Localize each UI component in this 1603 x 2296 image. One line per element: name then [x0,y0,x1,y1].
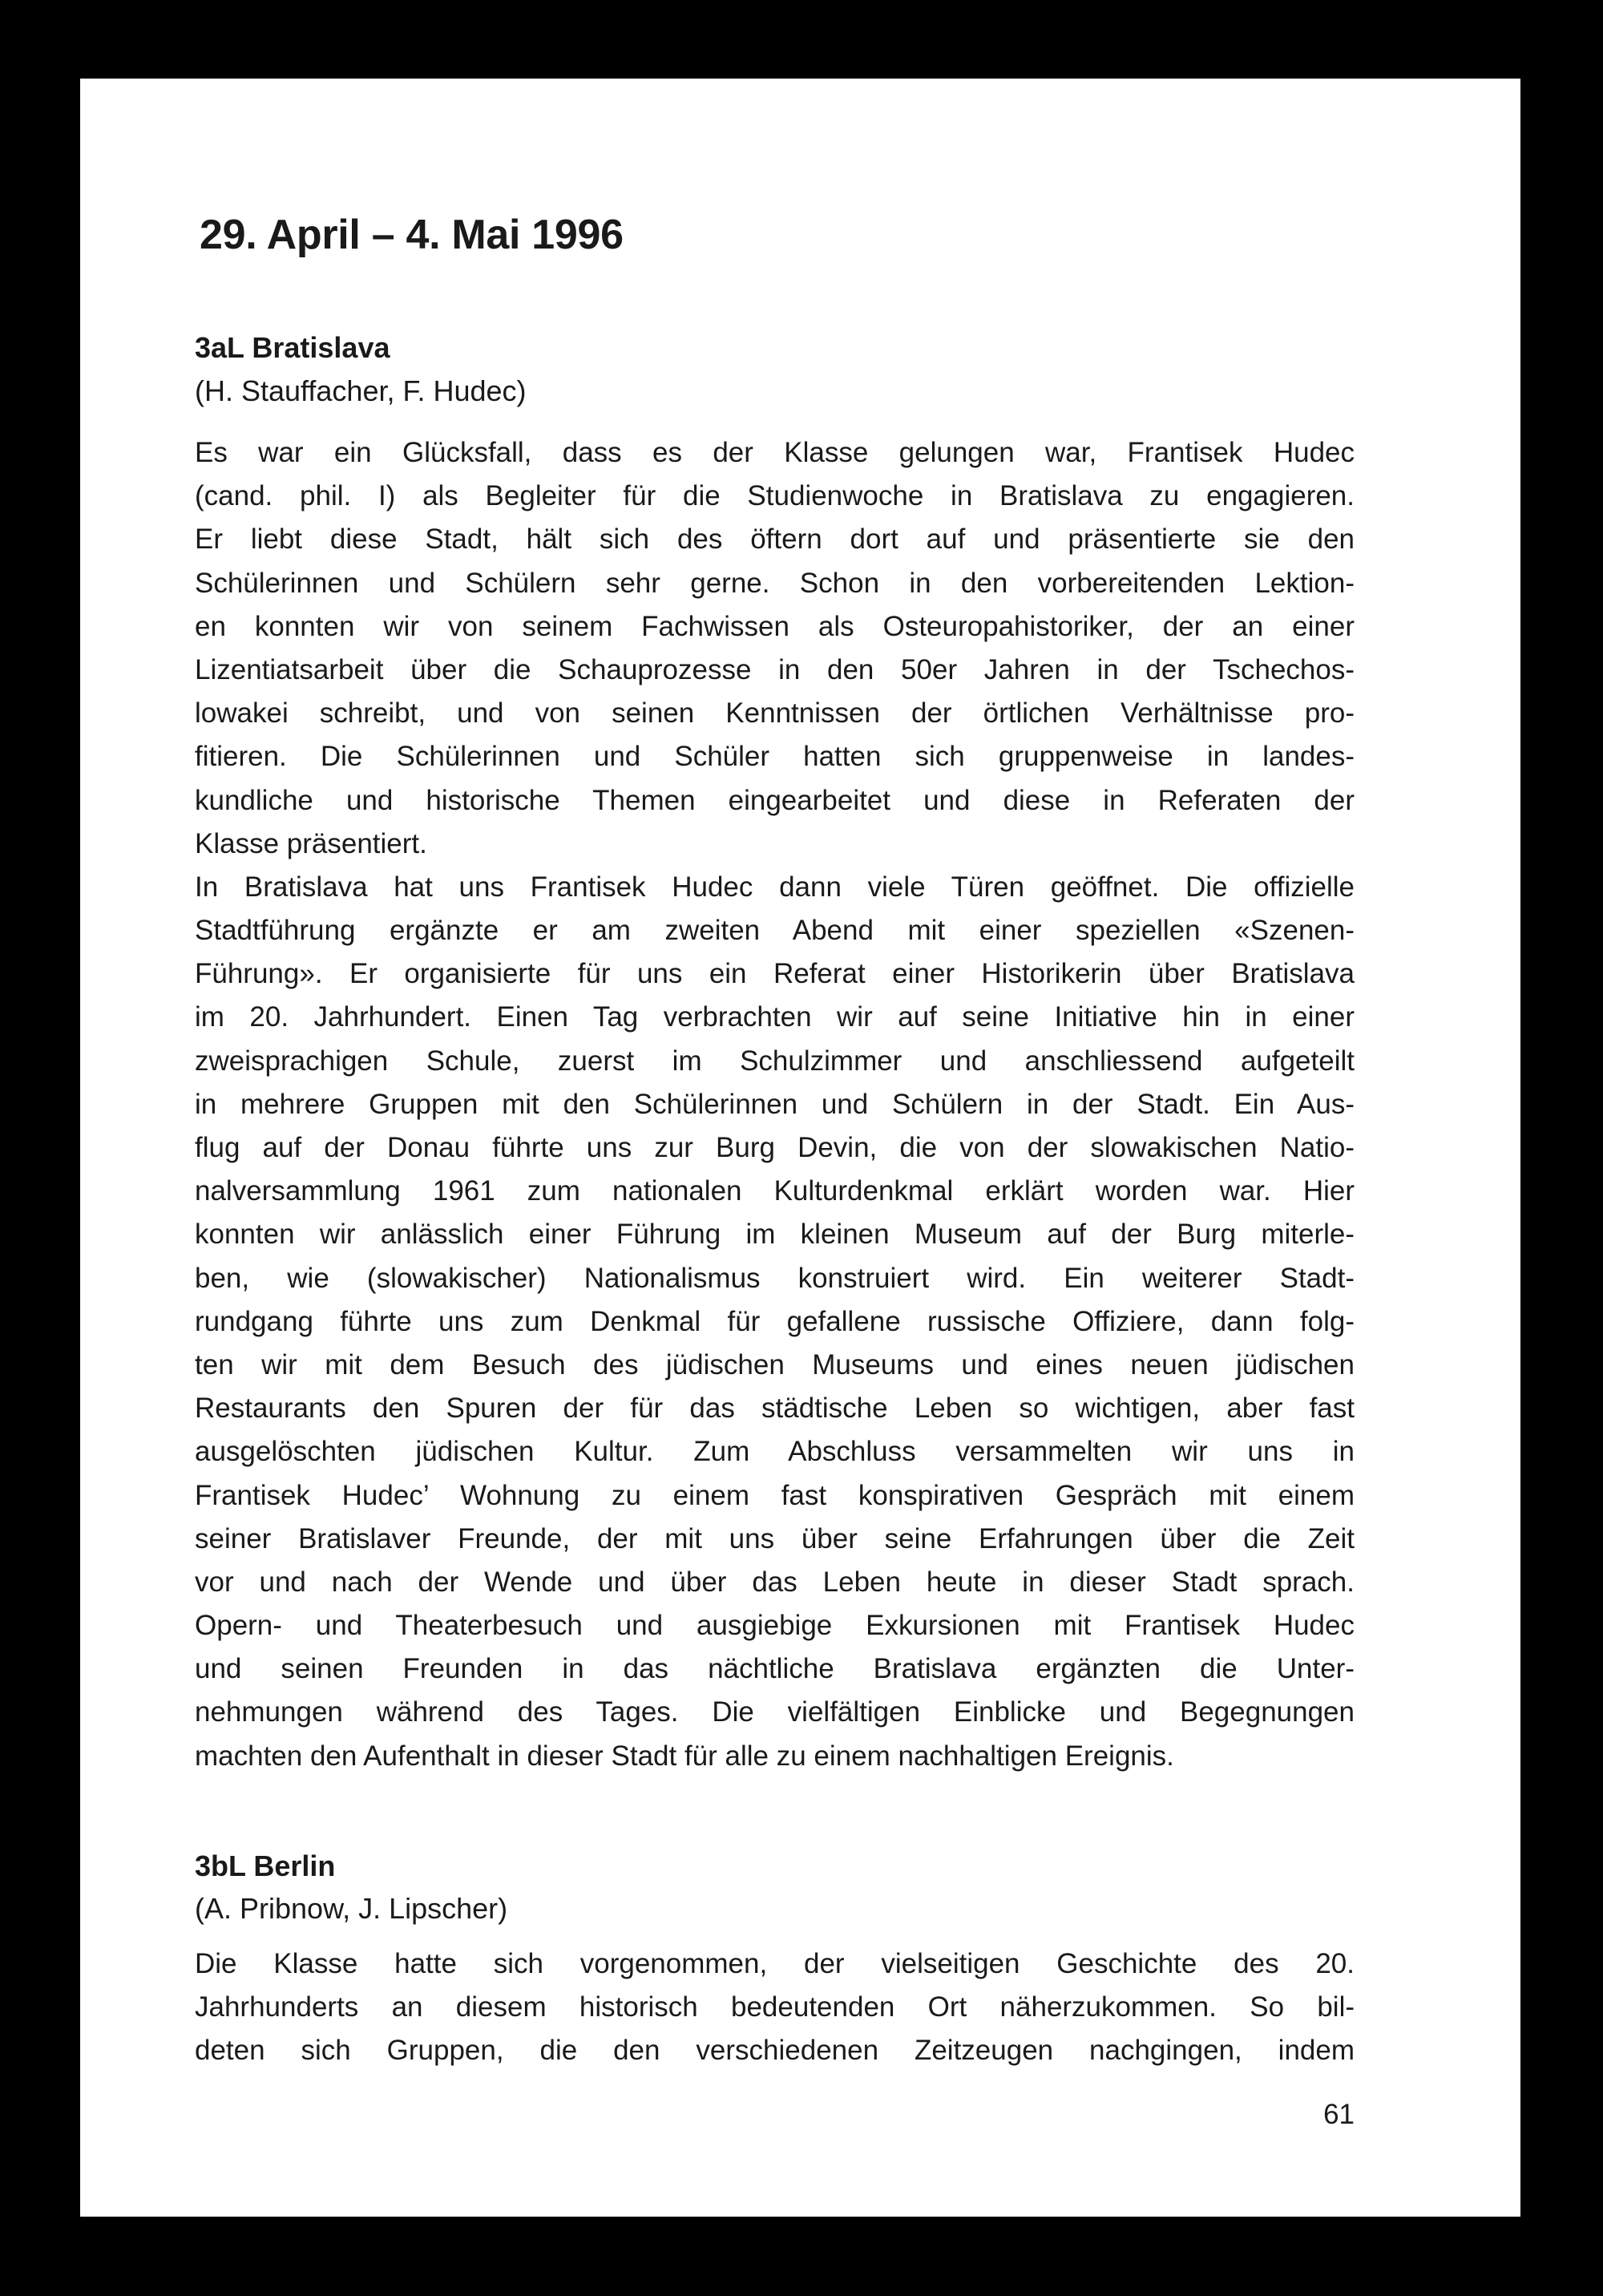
text-line: Opern- und Theaterbesuch und ausgiebige Exkursionen mit Frantisek Hudec [195,1610,1355,1642]
text-line: In Bratislava hat uns Frantisek Hudec dann viele Türen geöffnet. Die offizielle [195,871,1355,903]
text-line: zweisprachigen Schule, zuerst im Schulzimmer und anschliessend aufgeteilt [195,1045,1355,1077]
text-line: Schülerinnen und Schülern sehr gerne. Schon in den vorbereitenden Lektion- [195,567,1355,599]
text-line: und seinen Freunden in das nächtliche Bratislava ergänzten die Unter- [195,1653,1355,1685]
section-heading-bratislava: 3aL Bratislava [195,331,390,364]
text-line: im 20. Jahrhundert. Einen Tag verbrachten wir auf seine Initiative hin in einer [195,1001,1355,1033]
section-body-berlin [195,1942,1355,2073]
text-line: in mehrere Gruppen mit den Schülerinnen und Schülern in der Stadt. Ein Aus- [195,1088,1355,1120]
text-line: en konnten wir von seinem Fachwissen als Osteuropahistoriker, der an einer [195,610,1355,642]
text-line: seiner Bratislaver Freunde, der mit uns über seine Erfahrungen über die Zeit [195,1522,1355,1554]
text-line: Führung». Er organisierte für uns ein Referat einer Historikerin über Bratislava [195,958,1355,990]
section-authors-bratislava: (H. Stauffacher, F. Hudec) [195,374,527,407]
text-line: Frantisek Hudec’ Wohnung zu einem fast konspirativen Gespräch mit einem [195,1479,1355,1511]
section-body-bratislava [195,431,1355,1778]
text-line: Stadtführung ergänzte er am zweiten Abend mit einer speziellen «Szenen- [195,915,1355,947]
text-line: flug auf der Donau führte uns zur Burg Devin, die von der slowakischen Natio- [195,1132,1355,1163]
text-line: nalversammlung 1961 zum nationalen Kulturdenkmal erklärt worden war. Hier [195,1175,1355,1207]
text-line: machten den Aufenthalt in dieser Stadt für alle zu einem nachhaltigen Ereignis. [195,1740,1174,1772]
text-line: Lizentiatsarbeit über die Schauprozesse in den 50er Jahren in der Tschechos- [195,653,1355,685]
text-line: fitieren. Die Schülerinnen und Schüler hatten sich gruppenweise in landes- [195,741,1355,773]
text-line: Er liebt diese Stadt, hält sich des öftern dort auf und präsentierte sie den [195,523,1355,556]
text-line: rundgang führte uns zum Denkmal für gefallene russische Offiziere, dann folg- [195,1305,1355,1337]
text-line: lowakei schreibt, und von seinen Kenntnissen der örtlichen Verhältnisse pro- [195,697,1355,730]
text-line: ten wir mit dem Besuch des jüdischen Museums und eines neuen jüdischen [195,1348,1355,1380]
text-line: Die Klasse hatte sich vorgenommen, der vielseitigen Geschichte des 20. [195,1948,1355,1979]
text-line: nehmungen während des Tages. Die vielfältigen Einblicke und Begegnungen [195,1696,1355,1728]
text-line: (cand. phil. I) als Begleiter für die Studienwoche in Bratislava zu engagieren. [195,480,1355,512]
text-line: ben, wie (slowakischer) Nationalismus konstruiert wird. Ein weiterer Stadt- [195,1262,1355,1294]
section-authors-berlin: (A. Pribnow, J. Lipscher) [195,1892,508,1925]
text-line: Restaurants den Spuren der für das städtische Leben so wichtigen, aber fast [195,1393,1355,1425]
page-number: 61 [1323,2099,1355,2130]
text-line: vor und nach der Wende und über das Leben heute in dieser Stadt sprach. [195,1566,1355,1598]
text-line: ausgelöschten jüdischen Kultur. Zum Abschluss versammelten wir uns in [195,1436,1355,1468]
text-line: konnten wir anlässlich einer Führung im kleinen Museum auf der Burg miterle- [195,1219,1355,1251]
text-line: Es war ein Glücksfall, dass es der Klasse gelungen war, Frantisek Hudec [195,437,1355,468]
text-line: deten sich Gruppen, die den verschiedenen Zeitzeugen nachgingen, indem [195,2035,1355,2067]
text-line: kundliche und historische Themen eingearbeitet und diese in Referaten der [195,784,1355,816]
section-heading-berlin: 3bL Berlin [195,1849,336,1882]
text-line: Klasse präsentiert. [195,827,427,859]
page-title: 29. April – 4. Mai 1996 [200,212,624,258]
text-line: Jahrhunderts an diesem historisch bedeutenden Ort näherzukommen. So bil- [195,1991,1355,2023]
